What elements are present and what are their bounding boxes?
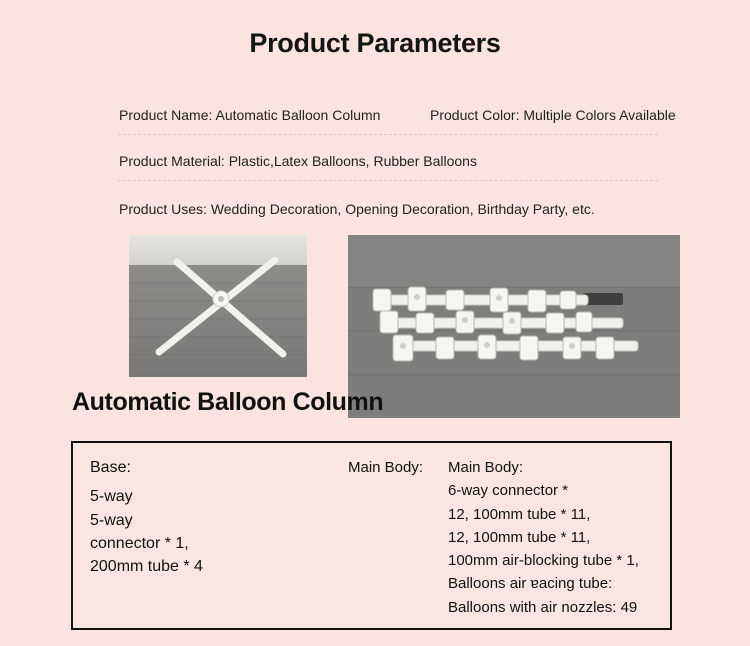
main-body-label: Main Body: (448, 459, 524, 476)
base-line: connector * 1, (90, 534, 189, 552)
main-body-line: Balloons with air nozzles: 49 (448, 598, 638, 616)
base-line: 5-way (90, 488, 133, 506)
product-caption: Automatic Balloon Column (72, 388, 384, 416)
product-color: Product Color: Multiple Colors Available (430, 107, 676, 123)
product-name: Product Name: Automatic Balloon Column (119, 107, 381, 123)
main-body-label-left (348, 456, 423, 479)
main-body-line: 12, 100mm tube * 11, (448, 505, 591, 523)
base-line: 200mm tube * 4 (90, 558, 203, 576)
main-body-label: Main Body: (348, 459, 424, 476)
main-body-line: 12, 100mm tube * 11, (448, 528, 591, 546)
base-spec (90, 456, 203, 578)
product-uses: Product Uses: Wedding Decoration, Opening Decoration, Birthday Party, etc. (119, 201, 595, 217)
base-label: Base: (90, 459, 131, 476)
page-title: Product Parameters (249, 28, 501, 58)
spec-box (71, 441, 672, 630)
pipe-assembly-photo (348, 235, 680, 418)
divider (118, 134, 658, 135)
main-body-line: Balloons air ɐacing tube: (448, 575, 613, 593)
divider (118, 180, 658, 181)
cross-base-photo (129, 235, 307, 377)
product-material: Product Material: Plastic,Latex Balloons, Rubber Balloons (119, 153, 477, 169)
main-body-line: 100mm air-blocking tube * 1, (448, 552, 639, 570)
main-body-line: 6-way connector * (448, 482, 569, 500)
base-line: 5-way (90, 511, 133, 529)
main-body-spec (448, 456, 639, 619)
